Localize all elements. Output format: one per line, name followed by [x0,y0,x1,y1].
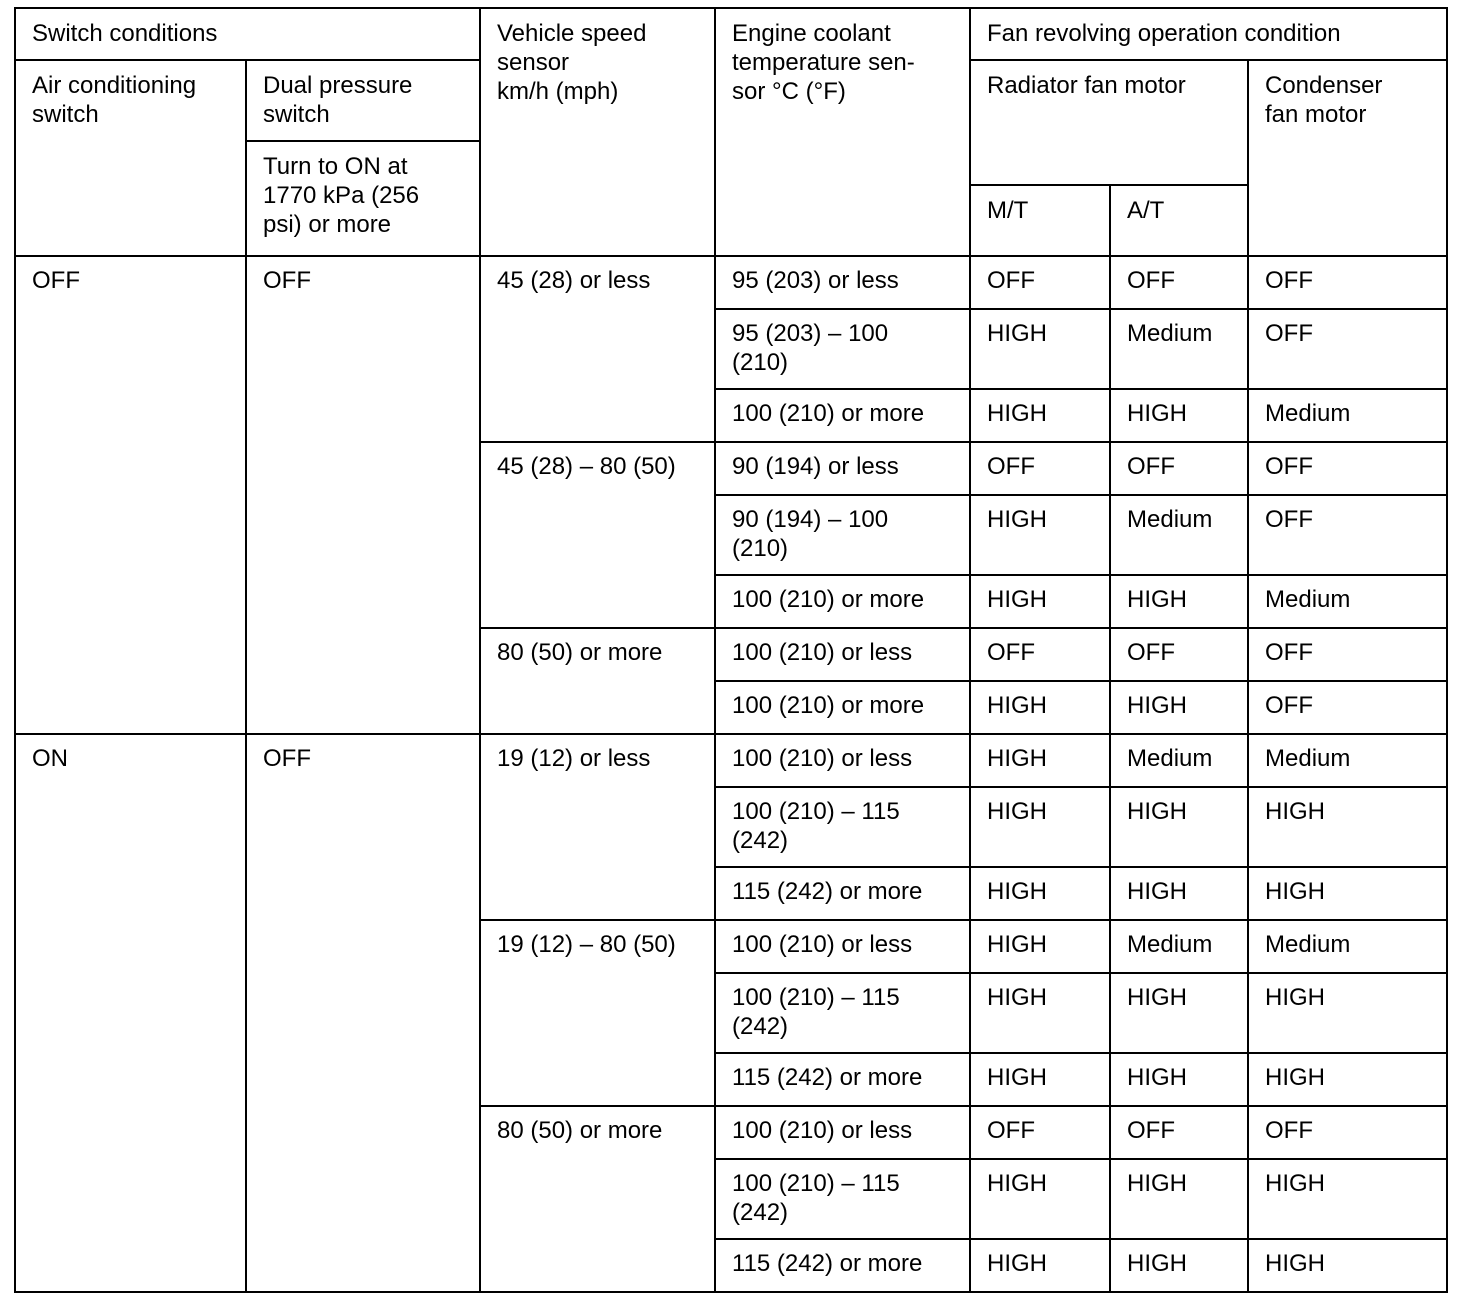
radiator-fan-mt-cell: HIGH [970,1053,1110,1106]
radiator-fan-at-cell: Medium [1110,734,1248,787]
radiator-fan-at-cell: HIGH [1110,1239,1248,1292]
radiator-fan-mt-cell: HIGH [970,867,1110,920]
ac-switch-cell: ON [15,734,246,1292]
radiator-fan-mt-cell: OFF [970,256,1110,309]
condenser-fan-cell: OFF [1248,628,1447,681]
radiator-fan-at-cell: HIGH [1110,973,1248,1053]
radiator-fan-mt-cell: HIGH [970,309,1110,389]
radiator-fan-at-cell: HIGH [1110,867,1248,920]
condenser-fan-cell: HIGH [1248,1239,1447,1292]
fan-operation-table [14,7,1448,1293]
dual-pressure-header: Dual pressure switch [246,60,480,141]
condenser-fan-cell: Medium [1248,575,1447,628]
radiator-fan-at-cell: HIGH [1110,787,1248,867]
radiator-fan-at-cell: OFF [1110,256,1248,309]
radiator-fan-at-cell: HIGH [1110,1053,1248,1106]
radiator-fan-at-cell: HIGH [1110,575,1248,628]
coolant-temp-cell: 100 (210) or less [715,920,970,973]
condenser-fan-header: Condenser fan motor [1248,60,1447,256]
coolant-temp-cell: 115 (242) or more [715,867,970,920]
fan-condition-header: Fan revolving operation condition [970,8,1447,60]
radiator-fan-mt-cell: HIGH [970,734,1110,787]
coolant-temp-cell: 100 (210) or less [715,1106,970,1159]
coolant-temp-cell: 100 (210) or more [715,681,970,734]
table-row [15,256,1447,309]
radiator-fan-at-cell: OFF [1110,1106,1248,1159]
mt-header: M/T [970,185,1110,256]
vehicle-speed-cell: 80 (50) or more [480,628,715,734]
condenser-fan-cell: Medium [1248,734,1447,787]
radiator-fan-header: Radiator fan motor [970,60,1248,185]
coolant-temp-cell: 100 (210) or more [715,575,970,628]
radiator-fan-at-cell: OFF [1110,628,1248,681]
condenser-fan-cell: Medium [1248,389,1447,442]
vehicle-speed-cell: 45 (28) or less [480,256,715,442]
table-row [15,734,1447,787]
condenser-fan-cell: HIGH [1248,1053,1447,1106]
radiator-fan-mt-cell: HIGH [970,575,1110,628]
condenser-fan-cell: OFF [1248,442,1447,495]
coolant-temp-cell: 115 (242) or more [715,1053,970,1106]
coolant-temp-cell: 90 (194) or less [715,442,970,495]
coolant-temp-cell: 100 (210) or less [715,734,970,787]
radiator-fan-mt-cell: HIGH [970,1159,1110,1239]
header-row-1 [15,8,1447,60]
coolant-temp-cell: 90 (194) – 100 (210) [715,495,970,575]
condenser-fan-cell: OFF [1248,309,1447,389]
coolant-temp-cell: 95 (203) or less [715,256,970,309]
dual-pressure-cell: OFF [246,256,480,734]
radiator-fan-at-cell: OFF [1110,442,1248,495]
radiator-fan-at-cell: Medium [1110,495,1248,575]
vehicle-speed-cell: 19 (12) or less [480,734,715,920]
condenser-fan-cell: OFF [1248,495,1447,575]
condenser-fan-cell: HIGH [1248,1159,1447,1239]
radiator-fan-mt-cell: HIGH [970,495,1110,575]
coolant-temp-cell: 100 (210) or less [715,628,970,681]
vehicle-speed-header: Vehicle speed sensor km/h (mph) [480,8,715,256]
coolant-temp-cell: 100 (210) – 115 (242) [715,973,970,1053]
radiator-fan-mt-cell: HIGH [970,920,1110,973]
radiator-fan-at-cell: HIGH [1110,389,1248,442]
vehicle-speed-cell: 19 (12) – 80 (50) [480,920,715,1106]
radiator-fan-mt-cell: OFF [970,1106,1110,1159]
radiator-fan-at-cell: Medium [1110,309,1248,389]
vehicle-speed-cell: 45 (28) – 80 (50) [480,442,715,628]
radiator-fan-mt-cell: HIGH [970,389,1110,442]
radiator-fan-at-cell: Medium [1110,920,1248,973]
condenser-fan-cell: HIGH [1248,973,1447,1053]
coolant-temp-cell: 100 (210) – 115 (242) [715,1159,970,1239]
condenser-fan-cell: HIGH [1248,867,1447,920]
dual-pressure-cell: OFF [246,734,480,1292]
radiator-fan-at-cell: HIGH [1110,681,1248,734]
vehicle-speed-cell: 80 (50) or more [480,1106,715,1292]
condenser-fan-cell: HIGH [1248,787,1447,867]
ac-switch-cell: OFF [15,256,246,734]
condenser-fan-cell: OFF [1248,256,1447,309]
radiator-fan-mt-cell: HIGH [970,1239,1110,1292]
radiator-fan-mt-cell: OFF [970,442,1110,495]
radiator-fan-mt-cell: OFF [970,628,1110,681]
coolant-temp-cell: 100 (210) – 115 (242) [715,787,970,867]
ac-switch-header: Air conditioning switch [15,60,246,256]
table-body [15,8,1447,1292]
radiator-fan-mt-cell: HIGH [970,787,1110,867]
condenser-fan-cell: OFF [1248,681,1447,734]
coolant-temp-cell: 95 (203) – 100 (210) [715,309,970,389]
at-header: A/T [1110,185,1248,256]
radiator-fan-at-cell: HIGH [1110,1159,1248,1239]
engine-coolant-header: Engine coolant temperature sen- sor °C (°F) [715,8,970,256]
coolant-temp-cell: 100 (210) or more [715,389,970,442]
switch-conditions-header: Switch conditions [15,8,480,60]
condenser-fan-cell: OFF [1248,1106,1447,1159]
coolant-temp-cell: 115 (242) or more [715,1239,970,1292]
radiator-fan-mt-cell: HIGH [970,681,1110,734]
radiator-fan-mt-cell: HIGH [970,973,1110,1053]
dual-pressure-note: Turn to ON at 1770 kPa (256 psi) or more [246,141,480,256]
condenser-fan-cell: Medium [1248,920,1447,973]
